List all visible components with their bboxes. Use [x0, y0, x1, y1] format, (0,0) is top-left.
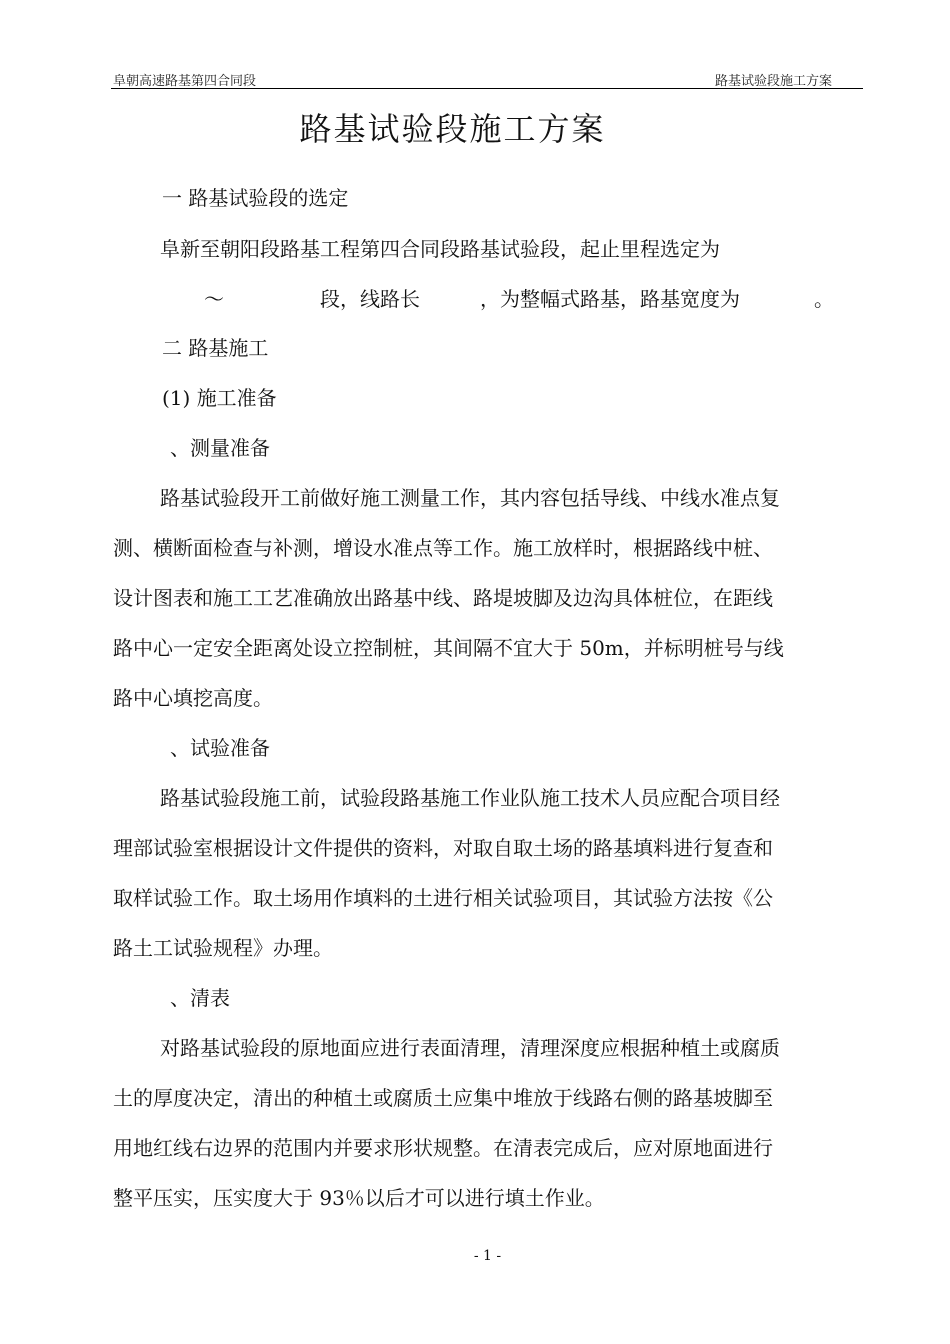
paragraph-line: 路基试验段开工前做好施工测量工作，其内容包括导线、中线水准点复 [160, 486, 780, 510]
paragraph-line: 测、横断面检查与补测，增设水准点等工作。施工放样时，根据路线中桩、 [113, 536, 773, 560]
paragraph-line: 用地红线右边界的范围内并要求形状规整。在清表完成后，应对原地面进行 [113, 1136, 773, 1160]
section-1-heading: 一 路基试验段的选定 [162, 186, 349, 210]
paragraph-line: 。 [814, 287, 834, 311]
paragraph-line: 理部试验室根据设计文件提供的资料，对取自取土场的路基填料进行复查和 [113, 836, 773, 860]
paragraph-line: 路土工试验规程》办理。 [113, 936, 333, 960]
paragraph-line: 取样试验工作。取土场用作填料的土进行相关试验项目，其试验方法按《公 [113, 886, 773, 910]
paragraph-line: 路基试验段施工前，试验段路基施工作业队施工技术人员应配合项目经 [160, 786, 780, 810]
section-2-heading: 二 路基施工 [162, 336, 269, 360]
page-number: - 1 - [473, 1248, 502, 1264]
item-heading-test: 、试验准备 [170, 736, 270, 760]
paragraph-line: 路中心一定安全距离处设立控制桩，其间隔不宜大于 50m，并标明桩号与线 [113, 636, 784, 660]
paragraph-line: 土的厚度决定，清出的种植土或腐质土应集中堆放于线路右侧的路基坡脚至 [113, 1086, 773, 1110]
paragraph-line: ，为整幅式路基，路基宽度为 [480, 287, 740, 311]
paragraph-line: 阜新至朝阳段路基工程第四合同段路基试验段，起止里程选定为 [160, 237, 720, 261]
header-project-name: 阜朝高速路基第四合同段 [113, 74, 257, 89]
paragraph-line: 整平压实，压实度大于 93％以后才可以进行填土作业。 [113, 1186, 605, 1210]
paragraph-line: 设计图表和施工工艺准确放出路基中线、路堤坡脚及边沟具体桩位，在距线 [113, 586, 773, 610]
subsection-heading: (1) 施工准备 [162, 386, 277, 410]
item-heading-survey: 、测量准备 [170, 436, 270, 460]
paragraph-line: 段，线路长 [320, 287, 420, 311]
document-title: 路基试验段施工方案 [299, 110, 606, 148]
tilde-symbol: ～ [204, 287, 224, 311]
header-rule [111, 88, 863, 89]
header-document-name: 路基试验段施工方案 [714, 74, 832, 89]
paragraph-line: 对路基试验段的原地面应进行表面清理，清理深度应根据种植土或腐质 [160, 1036, 780, 1060]
paragraph-line: 路中心填挖高度。 [113, 686, 273, 710]
item-heading-clear: 、清表 [170, 986, 230, 1010]
